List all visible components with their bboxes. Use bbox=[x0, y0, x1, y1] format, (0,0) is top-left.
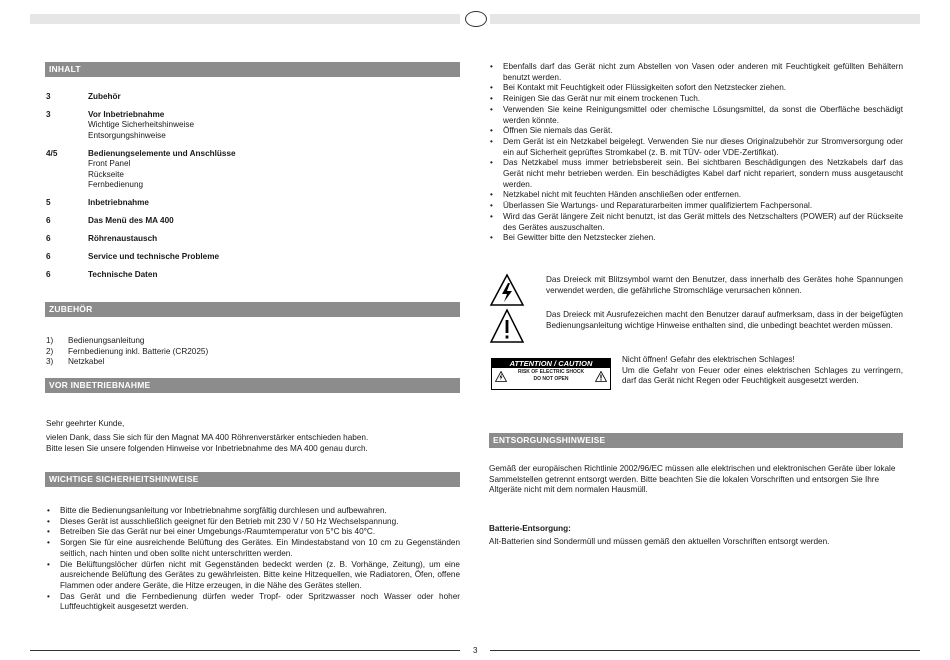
bullet-item: • Öffnen Sie niemals das Gerät. bbox=[489, 126, 903, 137]
section-header-zubehoer: ZUBEHÖR bbox=[45, 302, 460, 317]
toc-page-number: 6 bbox=[46, 252, 51, 262]
toc-entry bbox=[46, 198, 456, 208]
exclamation-warning-icon bbox=[489, 308, 525, 344]
top-oval-mark bbox=[465, 11, 487, 27]
toc-page-number: 3 bbox=[46, 92, 51, 101]
intro-line-1: vielen Dank, dass Sie sich für den Magnat MA 400 Röhrenverstärker entschieden haben. bbox=[46, 433, 369, 442]
bullet-item: • Dem Gerät ist ein Netzkabel beigelegt. Verwenden Sie nur dieses Originalzubehör zur Stromversorgung oder ein auf Sicherheit geprüftes Stromkabel (z. B. mit TÜV- oder VDE-Zertifikat). bbox=[489, 137, 903, 158]
caution-label bbox=[491, 358, 611, 390]
toc-subtitle: Wichtige Sicherheitshinweise bbox=[88, 120, 195, 130]
accessory-item bbox=[46, 336, 208, 347]
toc-page-number: 6 bbox=[46, 234, 51, 244]
toc-title: Zubehör bbox=[88, 92, 121, 101]
accessory-list bbox=[46, 336, 208, 368]
bullet-item: • Reinigen Sie das Gerät nur mit einem trockenen Tuch. bbox=[489, 94, 903, 105]
accessory-label: Fernbedienung inkl. Batterie (CR2025) bbox=[68, 346, 209, 356]
toc-entry bbox=[46, 149, 456, 191]
table-of-contents bbox=[46, 92, 456, 288]
toc-entry bbox=[46, 270, 456, 280]
greeting: Sehr geehrter Kunde, bbox=[46, 419, 125, 428]
toc-subtitle: Front Panel bbox=[88, 159, 131, 169]
toc-title: Vor Inbetriebnahme bbox=[88, 110, 165, 119]
section-header-vor-inbetriebnahme: VOR INBETRIEBNAHME bbox=[45, 378, 460, 393]
bullet-item: • Verwenden Sie keine Reinigungsmittel oder chemische Lösungsmittel, da sonst die Oberfläche beschädigt werden könnte. bbox=[489, 105, 903, 126]
toc-page-number: 3 bbox=[46, 110, 51, 119]
caution-label-line-2: DO NOT OPEN bbox=[533, 376, 569, 382]
toc-title: Bedienungselemente und Anschlüsse bbox=[88, 148, 236, 158]
disposal-text: Gemäß der europäischen Richtlinie 2002/96/EC müssen alle elektrischen und elektronischen Geräte über lokale Sammelstellen getrennt entsorgt werden. Bitte beachten Sie die lokalen Vorschriften und entsorgen Sie Ihre Altgeräte nicht mit dem normalen Hausmüll. bbox=[489, 464, 896, 495]
caution-lightning-icon bbox=[495, 371, 507, 382]
caution-label-line-1: RISK OF ELECTRIC SHOCK bbox=[517, 369, 585, 375]
toc-entry bbox=[46, 110, 456, 141]
toc-entry bbox=[46, 252, 456, 262]
safety-bullet-list-continued bbox=[489, 62, 903, 244]
accessory-label: Bedienungsanleitung bbox=[68, 336, 145, 345]
bullet-item: • Bei Kontakt mit Feuchtigkeit oder Flüssigkeiten sofort den Netzstecker ziehen. bbox=[489, 83, 903, 94]
bullet-item: • Die Belüftungslöcher dürfen nicht mit Gegenständen bedeckt werden (z. B. Vorhänge, Zeitung), um eine ausreichende Belüftung des Gerätes zu gewährleisten. Bitte keine Hitzequellen, wie Radiatoren, Öfen, offene Flammen oder andere Geräte, die Hitze erzeugen, in die Nähe des Gerätes stellen. bbox=[46, 560, 460, 592]
toc-page-number: 6 bbox=[46, 270, 51, 280]
accessory-item bbox=[46, 357, 208, 368]
bullet-item: • Netzkabel nicht mit feuchten Händen anschließen oder entfernen. bbox=[489, 190, 903, 201]
caution-text bbox=[622, 355, 903, 387]
toc-page-number: 5 bbox=[46, 198, 51, 208]
accessory-number: 1) bbox=[46, 336, 54, 345]
toc-page-number: 6 bbox=[46, 216, 51, 226]
toc-subtitle: Rückseite bbox=[88, 169, 124, 179]
bullet-item: • Betreiben Sie das Gerät nur bei einer Umgebungs-/Raumtemperatur von 5°C bis 40°C. bbox=[46, 527, 460, 538]
toc-title: Technische Daten bbox=[88, 270, 158, 280]
bullet-item: • Wird das Gerät längere Zeit nicht benutzt, ist das Gerät mittels des Netzschalters (POWER) auf der Rückseite des Gerätes auszuschalten. bbox=[489, 212, 903, 233]
toc-title: Inbetriebnahme bbox=[88, 198, 149, 208]
section-header-inhalt: INHALT bbox=[45, 62, 460, 77]
bullet-item: • Das Netzkabel muss immer betriebsbereit sein. Bei sichtbaren Beschädigungen des Netzkabels darf das Gerät nicht mehr betrieben werden. Ein beschädigtes Kabel darf nicht repariert, sondern muss ausgetauscht werden. bbox=[489, 158, 903, 190]
accessory-label: Netzkabel bbox=[68, 357, 105, 367]
bullet-item: • Dieses Gerät ist ausschließlich geeignet für den Betrieb mit 230 V / 50 Hz Wechselspannung. bbox=[46, 517, 460, 528]
toc-title: Röhrenaustausch bbox=[88, 234, 158, 244]
caution-exclamation-icon bbox=[595, 371, 607, 382]
toc-title: Das Menü des MA 400 bbox=[88, 216, 174, 226]
top-decor-bar-left bbox=[30, 14, 460, 24]
toc-entry bbox=[46, 92, 456, 102]
caution-text-line-2: Um die Gefahr von Feuer oder eines elektrischen Schlages zu verringern, darf das Gerät nicht Regen oder Feuchtigkeit ausgesetzt werden. bbox=[622, 365, 903, 386]
exclamation-warning-text: Das Dreieck mit Ausrufezeichen macht den Benutzer darauf aufmerksam, dass in der beigefügten Bedienungsanleitung wichtige Hinweise enthalten sind, die unbedingt beachtet werden müssen. bbox=[546, 310, 903, 330]
toc-subtitle: Entsorgungshinweise bbox=[88, 130, 166, 140]
bullet-item: • Überlassen Sie Wartungs- und Reparaturarbeiten immer qualifiziertem Fachpersonal. bbox=[489, 201, 903, 212]
bullet-item: • Bei Gewitter bitte den Netzstecker ziehen. bbox=[489, 233, 903, 244]
toc-subtitle: Fernbedienung bbox=[88, 180, 144, 190]
top-decor-bar-right bbox=[490, 14, 920, 24]
section-header-sicherheitshinweise: WICHTIGE SICHERHEITSHINWEISE bbox=[45, 472, 460, 487]
battery-disposal-title: Batterie-Entsorgung: bbox=[489, 524, 571, 533]
lightning-warning-text: Das Dreieck mit Blitzsymbol warnt den Benutzer, dass innerhalb des Gerätes hohe Spannungen verwendet werden, die gefährliche Stromschläge verursachen können. bbox=[546, 275, 903, 295]
accessory-number: 3) bbox=[46, 357, 54, 367]
toc-entry bbox=[46, 234, 456, 244]
intro-line-2: Bitte lesen Sie unsere folgenden Hinweise vor Inbetriebnahme des MA 400 genau durch. bbox=[46, 444, 368, 453]
bullet-item: • Bitte die Bedienungsanleitung vor Inbetriebnahme sorgfältig durchlesen und aufbewahren. bbox=[46, 506, 460, 517]
safety-bullet-list bbox=[46, 506, 460, 613]
footer-rule-right bbox=[490, 650, 920, 651]
toc-title: Service und technische Probleme bbox=[88, 252, 220, 262]
bullet-item: • Das Gerät und die Fernbedienung dürfen weder Tropf- oder Spritzwasser noch Wasser oder hoher Luftfeuchtigkeit ausgesetzt werden. bbox=[46, 592, 460, 613]
footer-rule-left bbox=[30, 650, 460, 651]
accessory-item bbox=[46, 347, 208, 358]
section-header-entsorgung: ENTSORGUNGSHINWEISE bbox=[489, 433, 903, 448]
bullet-item: • Sorgen Sie für eine ausreichende Belüftung des Gerätes. Ein Mindestabstand von 10 cm zu Gegenständen seitlich, nach hinten und oben sollte nicht unterschritten werden. bbox=[46, 538, 460, 559]
accessory-number: 2) bbox=[46, 346, 54, 356]
caution-text-line-1: Nicht öffnen! Gefahr des elektrischen Schlages! bbox=[622, 355, 795, 364]
page-number: 3 bbox=[470, 646, 480, 655]
toc-entry bbox=[46, 216, 456, 226]
bullet-item: • Ebenfalls darf das Gerät nicht zum Abstellen von Vasen oder anderen mit Feuchtigkeit gefüllten Behältern benutzt werden. bbox=[489, 62, 903, 83]
lightning-warning-icon bbox=[489, 273, 525, 307]
caution-label-title: ATTENTION / CAUTION bbox=[492, 359, 610, 368]
toc-page-number: 4/5 bbox=[46, 148, 58, 158]
battery-disposal-text: Alt-Batterien sind Sondermüll und müssen gemäß den aktuellen Vorschriften entsorgt werden. bbox=[489, 537, 830, 546]
